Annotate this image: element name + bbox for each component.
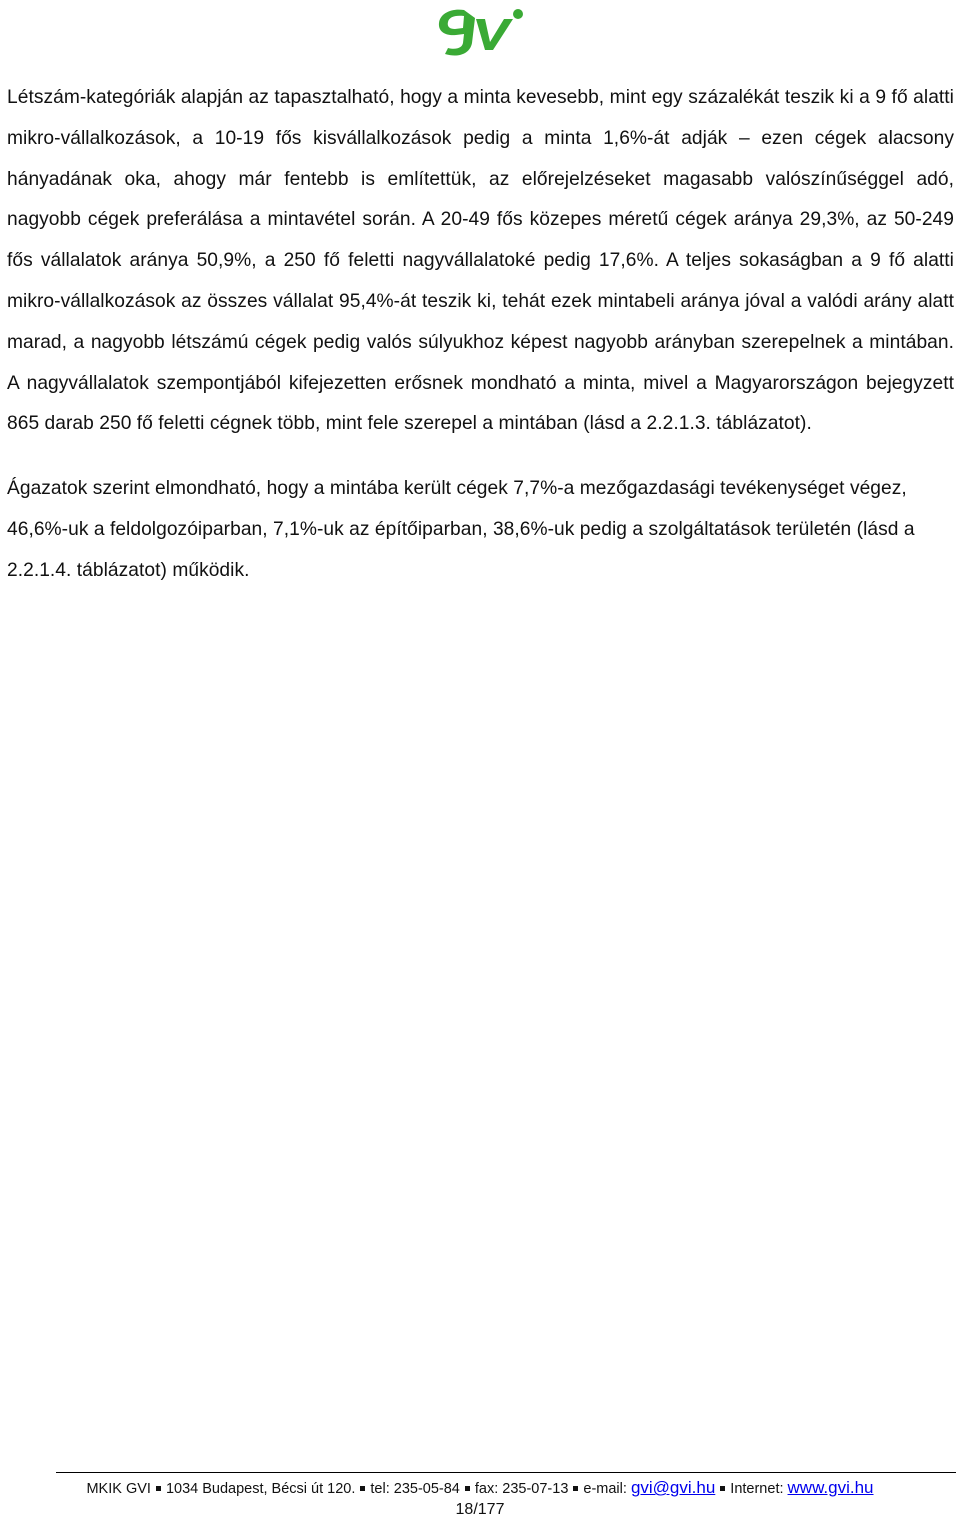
bullet-icon xyxy=(156,1486,161,1491)
footer-fax: fax: 235-07-13 xyxy=(474,1481,569,1497)
document-body xyxy=(7,78,954,592)
gvi-logo xyxy=(434,4,526,56)
footer-address: 1034 Budapest, Bécsi út 120. xyxy=(165,1481,356,1497)
paragraph-sectors: Ágazatok szerint elmondható, hogy a mintába került cégek 7,7%-a mezőgazdasági tevékenységet végez, 46,6%-uk a feldolgozóiparban, 7,1%-uk az építőiparban, 38,6%-uk pedig a szolgáltatások területén (lásd a 2.2.1.4. táblázatot) működik. xyxy=(7,478,915,581)
footer-divider xyxy=(56,1472,956,1473)
bullet-icon xyxy=(465,1486,470,1491)
footer-email-link[interactable]: gvi@gvi.hu xyxy=(630,1478,716,1497)
page-number: 18/177 xyxy=(455,1501,505,1518)
footer-website-link[interactable]: www.gvi.hu xyxy=(787,1478,874,1497)
bullet-icon xyxy=(720,1486,725,1491)
bullet-icon xyxy=(573,1486,578,1491)
footer-email-label: e-mail: xyxy=(583,1481,627,1497)
footer-org: MKIK GVI xyxy=(86,1481,151,1497)
bullet-icon xyxy=(360,1486,365,1491)
footer-tel: tel: 235-05-84 xyxy=(370,1481,460,1497)
footer-internet-label: Internet: xyxy=(730,1481,784,1497)
paragraph-size-categories: Létszám-kategóriák alapján az tapasztalható, hogy a minta kevesebb, mint egy százalékát teszik ki a 9 fő alatti mikro-vállalkozások, a 10-19 fős kisvállalkozások pedig a minta 1,6%-át adják – ezen cégek alacsony hányadának oka, ahogy már fentebb is említettük, az előrejelzéseket magasabb valószínűséggel adó, nagyobb cégek preferálása a mintavétel során. A 20-49 fős közepes méretű cégek aránya 29,3%, az 50-249 fős vállalatok aránya 50,9%, a 250 fő feletti nagyvállalatoké pedig 17,6%. A teljes sokaságban a 9 fő alatti mikro-vállalkozások az összes vállalat 95,4%-át teszik ki, tehát ezek mintabeli aránya jóval a valódi arány alatt marad, a nagyobb létszámú cégek pedig valós súlyukhoz képest nagyobb arányban szerepelnek a mintában. A nagyvállalatok szempontjából kifejezetten erősnek mondható a minta, mivel a Magyarországon bejegyzett 865 darab 250 fő feletti cégnek több, mint fele szerepel a mintában (lásd a 2.2.1.3. táblázatot). xyxy=(7,87,954,435)
footer-contact xyxy=(0,1478,960,1499)
